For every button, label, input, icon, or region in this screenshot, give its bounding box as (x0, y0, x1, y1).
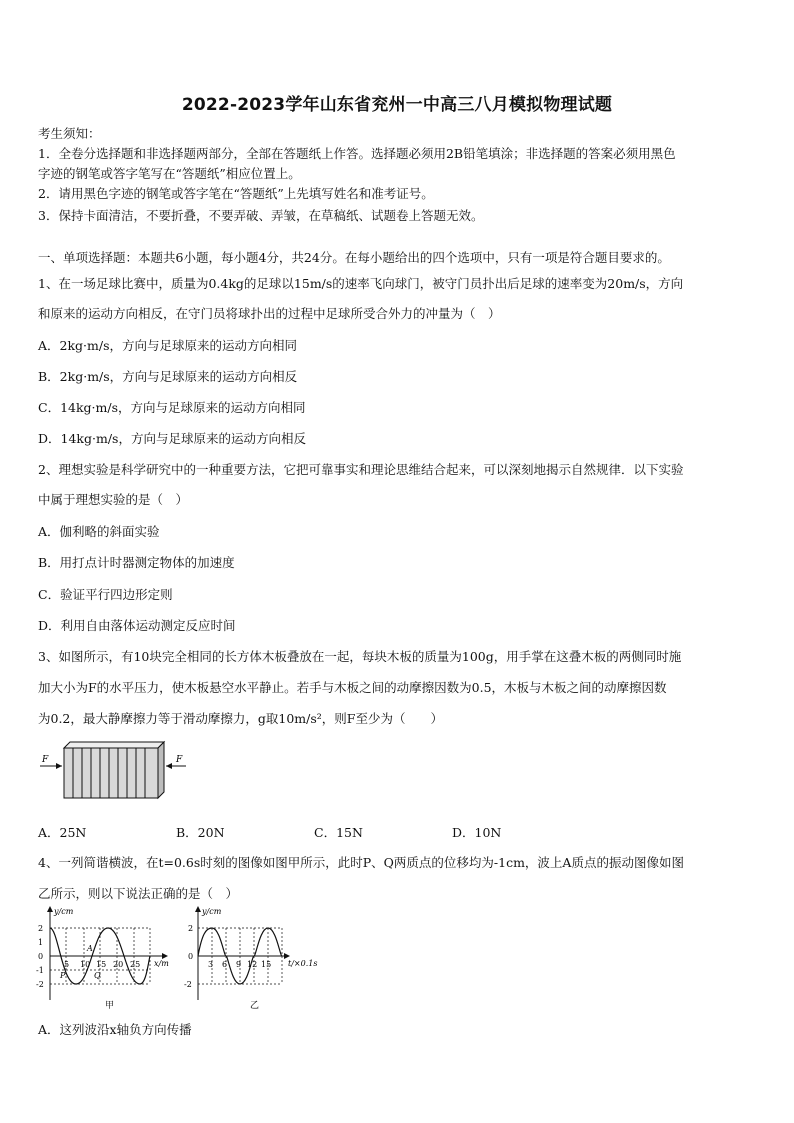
vibration-graph-figure (184, 904, 334, 1014)
y-tick-label: 1 (38, 938, 44, 947)
section-heading: 一、单项选择题：本题共6小题，每小题4分，共24分。在每小题给出的四个选项中，只有一项是符合题目要求的。 (38, 250, 670, 265)
question-3-text: 3、如图所示，有10块完全相同的长方体木板叠放在一起，每块木板的质量为100g，用手掌在这叠木板的两侧同时施 (38, 649, 682, 664)
boards-figure (38, 736, 188, 806)
y-tick-label: 0 (38, 952, 44, 961)
board-stack-top (64, 742, 164, 748)
force-arrowhead-left (56, 763, 62, 769)
notice-heading: 考生须知： (38, 126, 101, 141)
q1-option-d: D．14kg·m/s，方向与足球原来的运动方向相反 (38, 431, 306, 446)
notice-item: 字迹的钢笔或答字笔写在“答题纸”相应位置上。 (38, 166, 301, 181)
y-tick-label: -2 (184, 980, 192, 989)
q3-option-b: B．20N (176, 825, 225, 840)
figure-caption-yi: 乙 (250, 1001, 260, 1011)
t-tick-label: 6 (222, 960, 228, 969)
x-tick-label: 25 (130, 960, 141, 969)
force-label-left: F (42, 755, 49, 765)
y-axis-label: y/cm (202, 907, 222, 916)
q2-option-b: B．用打点计时器测定物体的加速度 (38, 555, 235, 570)
question-3-text: 加大小为F的水平压力，使木板悬空水平静止。若手与木板之间的动摩擦因数为0.5，木板与木板之间的动摩擦因数 (38, 680, 667, 695)
x-tick-label: 20 (113, 960, 124, 969)
y-tick-label: -2 (36, 980, 44, 989)
y-axis-label: y/cm (54, 907, 74, 916)
force-label-right: F (176, 755, 183, 765)
notice-item: 2．请用黑色字迹的钢笔或答字笔在“答题纸”上先填写姓名和准考证号。 (38, 186, 434, 201)
question-4-text: 乙所示，则以下说法正确的是（ ） (38, 886, 239, 901)
question-4-text: 4、一列简谐横波，在t=0.6s时刻的图像如图甲所示，此时P、Q两质点的位移均为-1cm，波上A质点的振动图像如图 (38, 855, 684, 870)
board-stack (64, 748, 158, 798)
q1-option-a: A．2kg·m/s，方向与足球原来的运动方向相同 (38, 338, 298, 353)
y-axis-arrow (195, 906, 201, 912)
t-axis-label: t/×0.1s (288, 959, 318, 968)
q2-option-d: D．利用自由落体运动测定反应时间 (38, 618, 236, 633)
wave-graph-figure (36, 904, 186, 1014)
point-label-a: A (87, 944, 93, 953)
question-3-text: 为0.2，最大静摩擦力等于滑动摩擦力，g取10m/s²，则F至少为（ ） (38, 711, 443, 726)
point-label-q: Q (94, 971, 101, 980)
y-tick-label: 0 (188, 952, 194, 961)
question-1-text: 1、在一场足球比赛中，质量为0.4kg的足球以15m/s的速率飞向球门，被守门员扑出后足球的速率变为20m/s，方向 (38, 276, 684, 291)
question-2-text: 2、理想实验是科学研究中的一种重要方法，它把可靠事实和理论思维结合起来，可以深刻地揭示自然规律．以下实验 (38, 462, 684, 477)
board-stack-side (158, 742, 164, 798)
q1-option-c: C．14kg·m/s，方向与足球原来的运动方向相同 (38, 400, 306, 415)
notice-item: 3．保持卡面清洁，不要折叠，不要弄破、弄皱，在草稿纸、试题卷上答题无效。 (38, 208, 484, 223)
t-tick-label: 3 (208, 960, 214, 969)
t-tick-label: 15 (261, 960, 272, 969)
q1-option-b: B．2kg·m/s，方向与足球原来的运动方向相反 (38, 369, 298, 384)
figure-caption-jia: 甲 (105, 1001, 115, 1011)
y-axis-arrow (47, 906, 53, 912)
q3-option-d: D．10N (452, 825, 502, 840)
t-tick-label: 12 (247, 960, 258, 969)
question-1-text: 和原来的运动方向相反，在守门员将球扑出的过程中足球所受合外力的冲量为（ ） (38, 306, 501, 321)
y-tick-label: -1 (36, 966, 44, 975)
q2-option-a: A．伽利略的斜面实验 (38, 524, 160, 539)
t-tick-label: 9 (236, 960, 242, 969)
q3-option-c: C．15N (314, 825, 363, 840)
force-arrowhead-right (166, 763, 172, 769)
question-2-text: 中属于理想实验的是（ ） (38, 492, 189, 507)
notice-item: 1．全卷分选择题和非选择题两部分，全部在答题纸上作答。选择题必须用2B铅笔填涂；非选择题的答案必须用黑色 (38, 146, 676, 161)
x-axis-label: x/m (154, 959, 169, 968)
q3-option-a: A．25N (38, 825, 87, 840)
x-tick-label: 5 (64, 960, 70, 969)
q4-option-a: A．这列波沿x轴负方向传播 (38, 1022, 192, 1037)
x-tick-label: 10 (80, 960, 91, 969)
point-label-p: P (60, 971, 66, 980)
page-title: 2022-2023学年山东省兖州一中高三八月模拟物理试题 (181, 95, 613, 115)
y-tick-label: 2 (188, 924, 194, 933)
x-tick-label: 15 (96, 960, 107, 969)
y-tick-label: 2 (38, 924, 44, 933)
q2-option-c: C．验证平行四边形定则 (38, 587, 173, 602)
